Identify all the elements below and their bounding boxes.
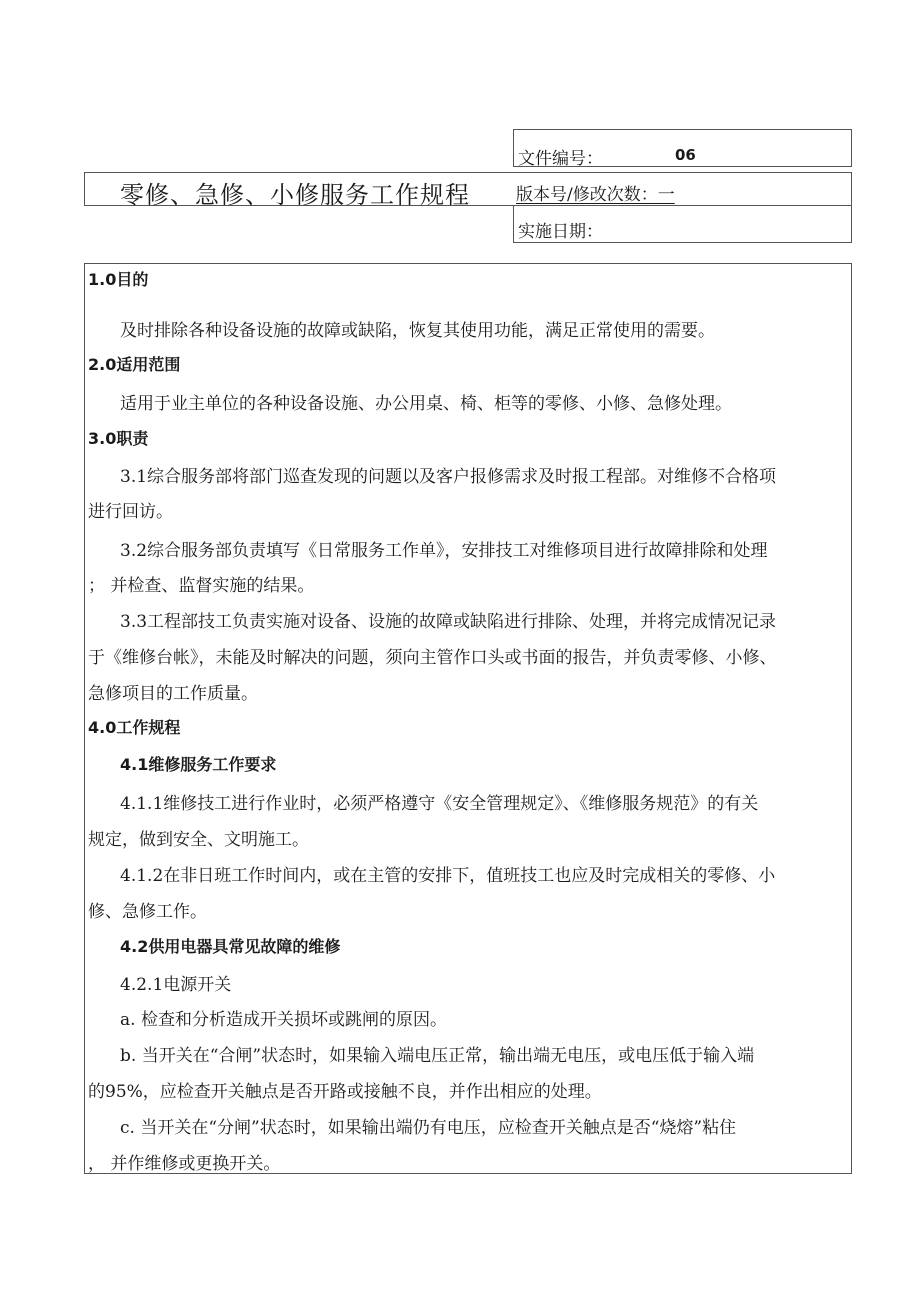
item-3-3-line2: 于《维修台帐》，未能及时解决的问题，须向主管作口头或书面的报告，并负责零修、小修、 xyxy=(88,648,777,668)
section-2-text: 适用于业主单位的各种设备设施、办公用桌、椅、柜等的零修、小修、急修处理。 xyxy=(120,394,732,414)
item-4-1-1-line2: 规定，做到安全、文明施工。 xyxy=(88,830,309,850)
section-1-title: 1.0目的 xyxy=(88,270,149,289)
item-b-line2: 的95%，应检查开关触点是否开路或接触不良，并作出相应的处理。 xyxy=(88,1082,602,1102)
doc-no-label: 文件编号： xyxy=(518,149,603,169)
date-label: 实施日期： xyxy=(518,222,603,242)
item-c-line1: c. 当开关在“分闸”状态时，如果输出端仍有电压，应检查开关触点是否“烧熔”粘住 xyxy=(120,1118,737,1138)
page-title: 零修、急修、小修服务工作规程 xyxy=(120,181,470,209)
item-4-1-1-line1: 4.1.1维修技工进行作业时，必须严格遵守《安全管理规定》、《维修服务规范》的有关 xyxy=(120,794,759,814)
item-3-2-line1: 3.2综合服务部负责填写《日常服务工作单》，安排技工对维修项目进行故障排除和处理 xyxy=(120,541,768,561)
item-3-1-line2: 进行回访。 xyxy=(88,502,173,522)
version-label: 版本号/修改次数：一 xyxy=(516,185,675,205)
item-4-2-1: 4.2.1电源开关 xyxy=(120,975,232,995)
doc-no-value: 06 xyxy=(675,146,696,164)
section-4-2-title: 4.2供用电器具常见故障的维修 xyxy=(120,937,341,956)
item-4-1-2-line1: 4.1.2在非日班工作时间内，或在主管的安排下，值班技工也应及时完成相关的零修、小 xyxy=(120,866,776,886)
item-3-2-line2: ； 并检查、监督实施的结果。 xyxy=(88,576,315,596)
item-3-3-line1: 3.3工程部技工负责实施对设备、设施的故障或缺陷进行排除、处理，并将完成情况记录 xyxy=(120,612,777,632)
section-3-title: 3.0职责 xyxy=(88,429,149,448)
item-3-1-line1: 3.1综合服务部将部门巡查发现的问题以及客户报修需求及时报工程部。对维修不合格项 xyxy=(120,467,777,487)
item-a: a. 检查和分析造成开关损坏或跳闸的原因。 xyxy=(120,1010,447,1030)
item-4-1-2-line2: 修、急修工作。 xyxy=(88,902,207,922)
item-b-line1: b. 当开关在“合闸”状态时，如果输入端电压正常，输出端无电压，或电压低于输入端 xyxy=(120,1046,755,1066)
item-3-3-line3: 急修项目的工作质量。 xyxy=(88,684,258,704)
section-4-title: 4.0工作规程 xyxy=(88,718,181,737)
section-4-1-title: 4.1维修服务工作要求 xyxy=(120,755,277,774)
section-1-text: 及时排除各种设备设施的故障或缺陷，恢复其使用功能，满足正常使用的需要。 xyxy=(120,321,715,341)
section-2-title: 2.0适用范围 xyxy=(88,355,181,374)
item-c-line2: ， 并作维修或更换开关。 xyxy=(88,1154,281,1174)
